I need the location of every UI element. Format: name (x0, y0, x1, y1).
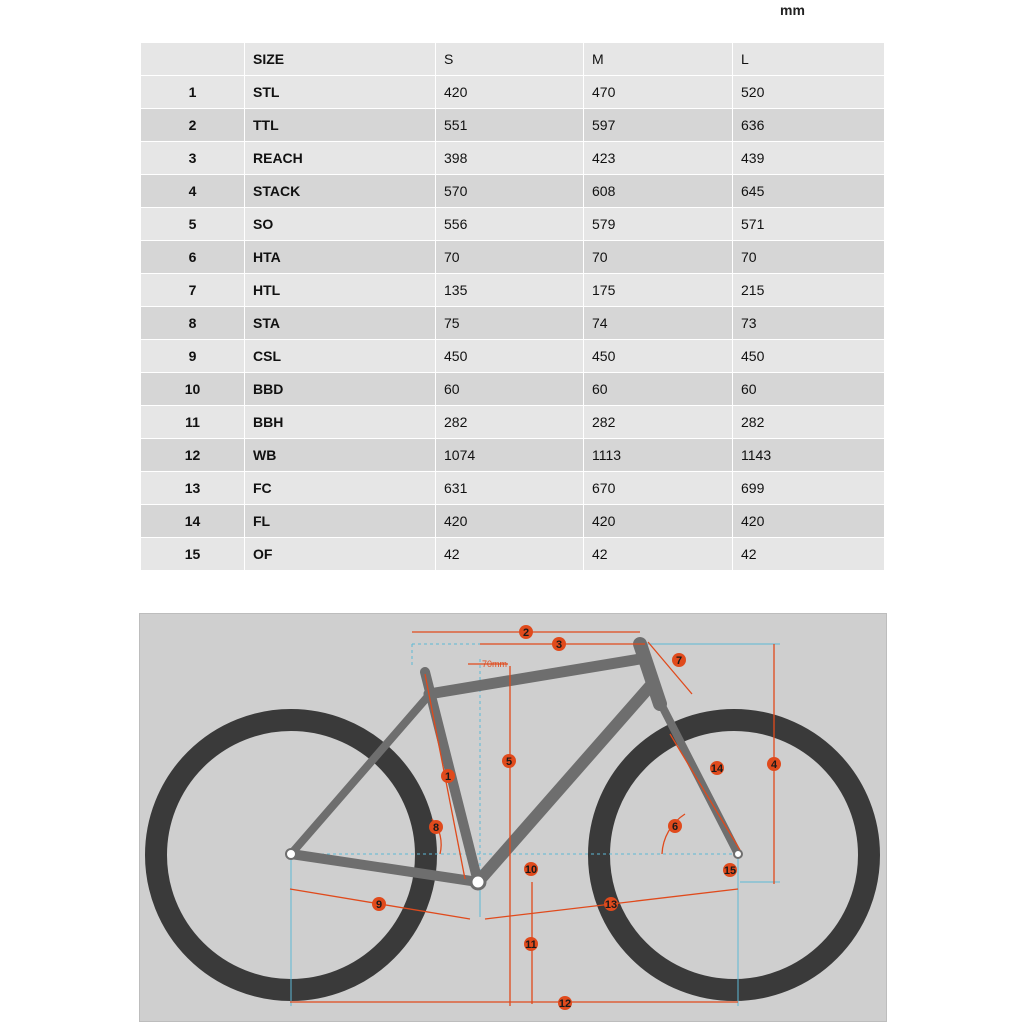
value-m: 175 (584, 274, 733, 307)
value-l: 42 (733, 538, 885, 571)
row-label: HTL (245, 274, 436, 307)
table-row (141, 340, 885, 373)
row-label: STL (245, 76, 436, 109)
value-s: 420 (436, 505, 584, 538)
value-m: 670 (584, 472, 733, 505)
value-m: 470 (584, 76, 733, 109)
row-label: STA (245, 307, 436, 340)
row-number: 10 (141, 373, 245, 406)
header-s: S (436, 43, 584, 76)
table-row (141, 307, 885, 340)
header-m: M (584, 43, 733, 76)
value-m: 420 (584, 505, 733, 538)
marker-label-13: 13 (604, 899, 618, 911)
value-l: 571 (733, 208, 885, 241)
marker-label-3: 3 (555, 639, 563, 651)
value-l: 1143 (733, 439, 885, 472)
value-l: 60 (733, 373, 885, 406)
value-m: 608 (584, 175, 733, 208)
marker-label-9: 9 (375, 899, 383, 911)
table-row (141, 142, 885, 175)
row-label: REACH (245, 142, 436, 175)
row-number: 2 (141, 109, 245, 142)
value-l: 450 (733, 340, 885, 373)
value-m: 597 (584, 109, 733, 142)
row-number: 7 (141, 274, 245, 307)
marker-label-1: 1 (444, 771, 452, 783)
value-s: 135 (436, 274, 584, 307)
table-row (141, 472, 885, 505)
note-70mm: 70mm (482, 659, 508, 669)
marker-label-5: 5 (505, 756, 513, 768)
value-s: 420 (436, 76, 584, 109)
value-m: 1113 (584, 439, 733, 472)
marker-label-14: 14 (710, 763, 724, 775)
row-number: 6 (141, 241, 245, 274)
value-s: 631 (436, 472, 584, 505)
geometry-table (140, 42, 885, 571)
table-row (141, 241, 885, 274)
row-label: FC (245, 472, 436, 505)
row-label: SO (245, 208, 436, 241)
row-label: WB (245, 439, 436, 472)
value-s: 70 (436, 241, 584, 274)
unit-label: mm (780, 2, 805, 18)
marker-label-6: 6 (671, 821, 679, 833)
value-s: 42 (436, 538, 584, 571)
front-dropout (734, 850, 742, 858)
table-row (141, 406, 885, 439)
value-s: 1074 (436, 439, 584, 472)
value-l: 420 (733, 505, 885, 538)
row-label: OF (245, 538, 436, 571)
row-label: FL (245, 505, 436, 538)
table-row (141, 373, 885, 406)
row-label: CSL (245, 340, 436, 373)
value-l: 699 (733, 472, 885, 505)
header-size: SIZE (245, 43, 436, 76)
value-l: 520 (733, 76, 885, 109)
table-row (141, 109, 885, 142)
row-number: 13 (141, 472, 245, 505)
table-row (141, 538, 885, 571)
value-l: 636 (733, 109, 885, 142)
bike-illustration (140, 614, 886, 1021)
row-number: 12 (141, 439, 245, 472)
marker-label-2: 2 (522, 627, 530, 639)
marker-label-11: 11 (525, 939, 537, 951)
table-row (141, 208, 885, 241)
table-row (141, 175, 885, 208)
row-number: 8 (141, 307, 245, 340)
value-s: 75 (436, 307, 584, 340)
marker-label-10: 10 (524, 864, 538, 876)
value-l: 282 (733, 406, 885, 439)
row-number: 14 (141, 505, 245, 538)
value-m: 74 (584, 307, 733, 340)
row-label: BBH (245, 406, 436, 439)
value-m: 60 (584, 373, 733, 406)
table-row (141, 505, 885, 538)
table-row (141, 439, 885, 472)
row-label: HTA (245, 241, 436, 274)
row-number: 5 (141, 208, 245, 241)
row-number: 9 (141, 340, 245, 373)
table-row (141, 76, 885, 109)
value-s: 398 (436, 142, 584, 175)
value-m: 42 (584, 538, 733, 571)
value-l: 73 (733, 307, 885, 340)
marker-label-15: 15 (723, 865, 737, 877)
marker-label-7: 7 (675, 655, 683, 667)
value-s: 551 (436, 109, 584, 142)
value-l: 645 (733, 175, 885, 208)
row-number: 4 (141, 175, 245, 208)
frame-geometry-diagram (139, 613, 887, 1022)
value-l: 215 (733, 274, 885, 307)
marker-label-12: 12 (558, 998, 572, 1010)
row-label: STACK (245, 175, 436, 208)
value-l: 439 (733, 142, 885, 175)
row-label: TTL (245, 109, 436, 142)
header-l: L (733, 43, 885, 76)
row-number: 3 (141, 142, 245, 175)
row-label: BBD (245, 373, 436, 406)
value-s: 282 (436, 406, 584, 439)
rear-dropout (286, 849, 296, 859)
value-m: 423 (584, 142, 733, 175)
row-number: 15 (141, 538, 245, 571)
marker-label-4: 4 (770, 759, 778, 771)
value-s: 556 (436, 208, 584, 241)
value-s: 60 (436, 373, 584, 406)
header-index (141, 43, 245, 76)
table-header-row (141, 43, 885, 76)
row-number: 1 (141, 76, 245, 109)
row-number: 11 (141, 406, 245, 439)
value-m: 70 (584, 241, 733, 274)
value-s: 450 (436, 340, 584, 373)
value-s: 570 (436, 175, 584, 208)
value-m: 282 (584, 406, 733, 439)
bottom-bracket (471, 875, 485, 889)
value-l: 70 (733, 241, 885, 274)
marker-label-8: 8 (432, 822, 440, 834)
value-m: 579 (584, 208, 733, 241)
value-m: 450 (584, 340, 733, 373)
table-row (141, 274, 885, 307)
